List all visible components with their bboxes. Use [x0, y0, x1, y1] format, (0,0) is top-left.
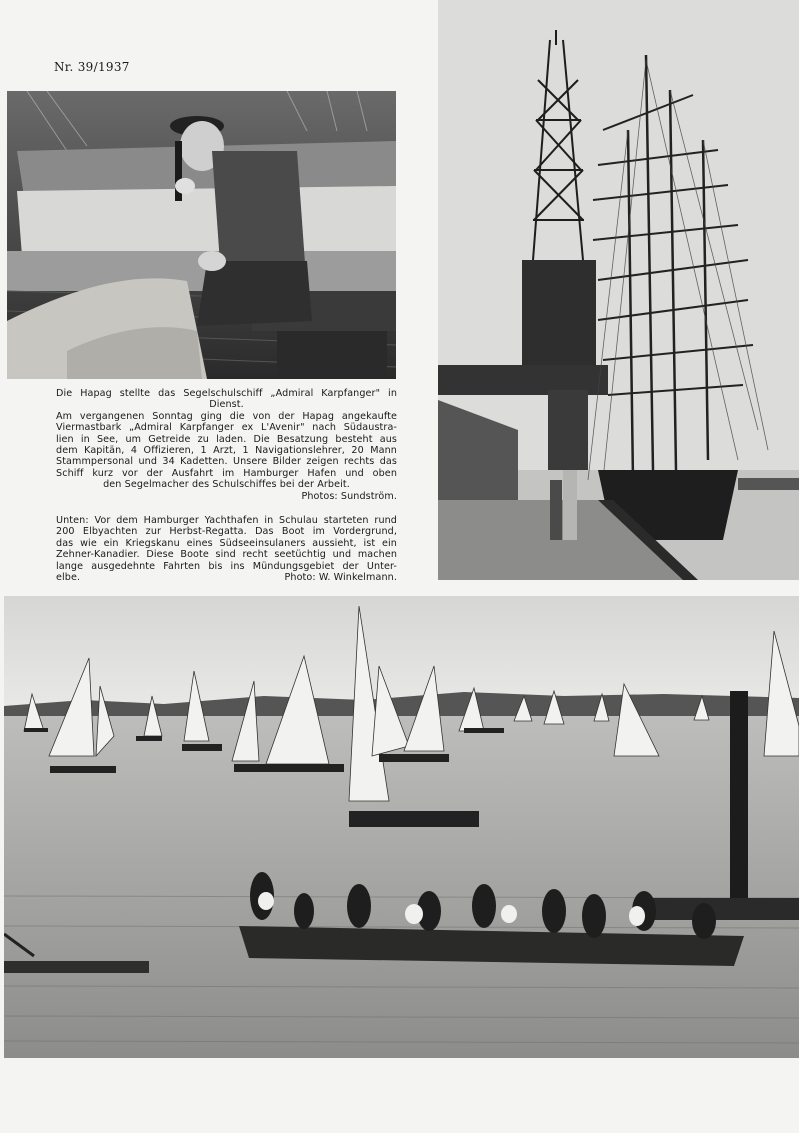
caption-bottom-line: Zehner-Kanadier. Diese Boote sind recht seetüchtig und machen — [56, 549, 397, 561]
caption-top-line: Viermastbark „Admiral Karpfanger ex L'Avenir" nach Südaustra- — [56, 422, 397, 434]
caption-bottom-line: das wie ein Kriegskanu eines Südseeinsulaners aussieht, ist ein — [56, 537, 397, 549]
caption-top-line: Am vergangenen Sonntag ging die von der Hapag angekaufte — [56, 410, 397, 422]
photo-credit: Photos: Sundström. — [301, 490, 397, 502]
caption-bottom — [56, 515, 397, 583]
caption-top-line: den Segelmacher des Schulschiffes bei der Arbeit. — [103, 479, 350, 491]
caption-bottom-line: elbe. — [56, 572, 81, 584]
caption-top-line: dem Kapitän, 4 Offizieren, 1 Arzt, 1 Navigationslehrer, 20 Mann — [56, 445, 397, 457]
regatta-photo — [4, 596, 799, 1058]
caption-top-line: Schiff kurz vor der Ausfahrt im Hamburger Hafen und oben — [56, 467, 397, 479]
caption-top — [56, 388, 397, 502]
sailmaker-photo — [7, 91, 396, 379]
caption-top-line: Die Hapag stellte das Segelschulschiff „Admiral Karpfanger" in — [56, 388, 397, 399]
caption-bottom-last-line — [56, 572, 397, 583]
photo-credit: Photo: W. Winkelmann. — [284, 572, 397, 584]
caption-bottom-line: 200 Elbyachten zur Herbst-Regatta. Das Boot im Vordergrund, — [56, 526, 397, 538]
ship-photo — [438, 0, 799, 580]
caption-bottom-line: lange ausgedehnte Fahrten bis ins Mündungsgebiet der Unter- — [56, 560, 397, 572]
caption-bottom-line: Unten: Vor dem Hamburger Yachthafen in Schulau starteten rund — [56, 515, 397, 526]
page-number: Nr. 39/1937 — [54, 60, 130, 74]
caption-top-line: Stammpersonal und 34 Kadetten. Unsere Bilder zeigen rechts das — [56, 456, 397, 468]
caption-top-line: Dienst. — [209, 399, 244, 411]
caption-top-line: lien in See, um Getreide zu laden. Die Besatzung besteht aus — [56, 433, 397, 445]
